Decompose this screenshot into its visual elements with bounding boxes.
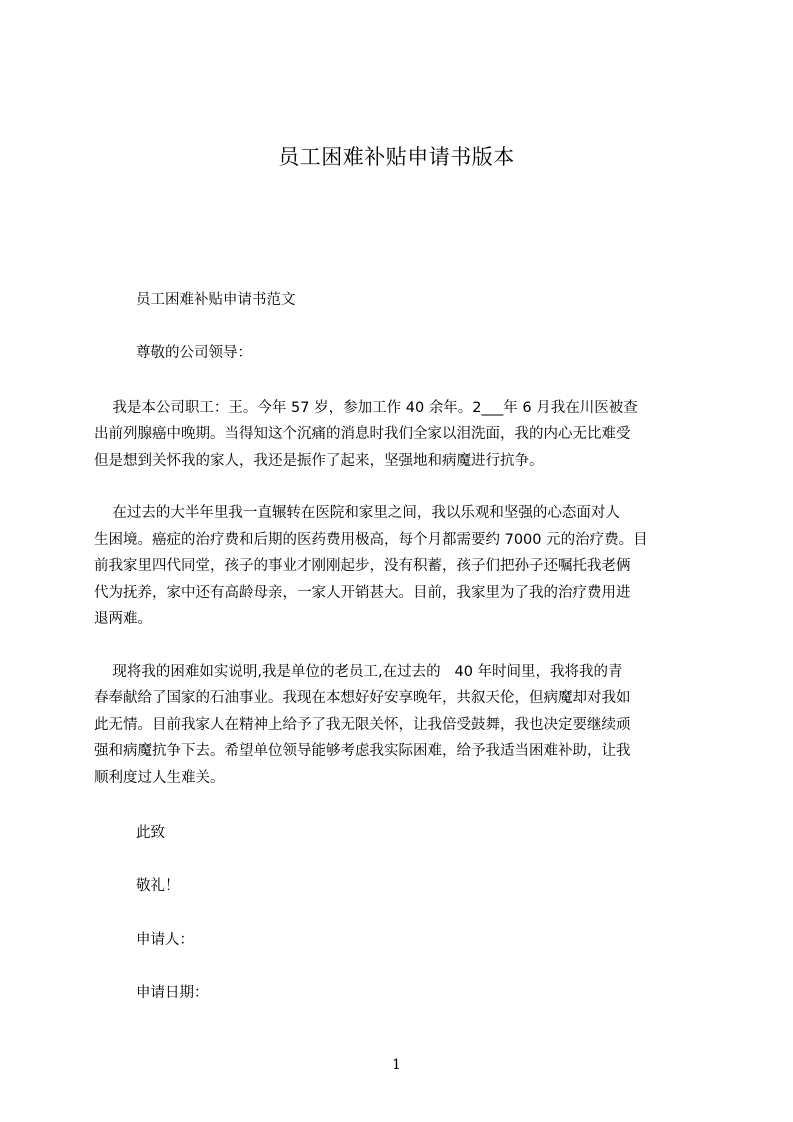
paragraph-line: 顺利度过人生难关。 bbox=[94, 770, 225, 786]
document-subtitle: 员工困难补贴申请书范文 bbox=[136, 292, 296, 308]
paragraph-line: 出前列腺癌中晚期。当得知这个沉痛的消息时我们全家以泪洗面，我的内心无比难受 bbox=[94, 426, 631, 442]
closing-greeting: 此致 bbox=[136, 825, 165, 841]
paragraph-line: 但是想到关怀我的家人，我还是振作了起来，坚强地和病魔进行抗争。 bbox=[94, 453, 544, 469]
document-title: 员工困难补贴申请书版本 bbox=[278, 145, 515, 169]
page-number: 1 bbox=[392, 1057, 401, 1073]
date-label: 申请日期： bbox=[136, 985, 209, 1001]
paragraph-line: 退两难。 bbox=[94, 611, 152, 627]
paragraph-line: 在过去的大半年里我一直辗转在医院和家里之间，我以乐观和坚强的心态面对人 bbox=[94, 505, 620, 521]
paragraph-line: 强和病魔抗争下去。希望单位领导能够考虑我实际困难，给予我适当困难补助，让我 bbox=[94, 743, 631, 759]
paragraph-line: 生困境。癌症的治疗费和后期的医药费用极高，每个月都需要约 7000 元的治疗费。目 bbox=[94, 532, 648, 548]
paragraph-line: 此无情。目前我家人在精神上给予了我无限关怀，让我倍受鼓舞，我也决定要继续顽 bbox=[94, 717, 631, 733]
closing-salute: 敬礼！ bbox=[136, 878, 180, 894]
paragraph-line: 我是本公司职工：王。今年 57 岁，参加工作 40 余年。2___年 6 月我在川医被查 bbox=[94, 400, 638, 416]
paragraph-line: 现将我的困难如实说明,我是单位的老员工,在过去的 40 年时间里，我将我的青 bbox=[94, 664, 623, 680]
paragraph-line: 前我家里四代同堂，孩子的事业才刚刚起步，没有积蓄，孩子们把孙子还嘱托我老俩 bbox=[94, 558, 631, 574]
paragraph-line: 春奉献给了国家的石油事业。我现在本想好好安享晚年，共叙天伦，但病魔却对我如 bbox=[94, 690, 631, 706]
salutation: 尊敬的公司领导： bbox=[136, 345, 252, 361]
applicant-label: 申请人： bbox=[136, 932, 194, 948]
paragraph-line: 代为抚养，家中还有高龄母亲，一家人开销甚大。目前，我家里为了我的治疗费用进 bbox=[94, 585, 631, 601]
